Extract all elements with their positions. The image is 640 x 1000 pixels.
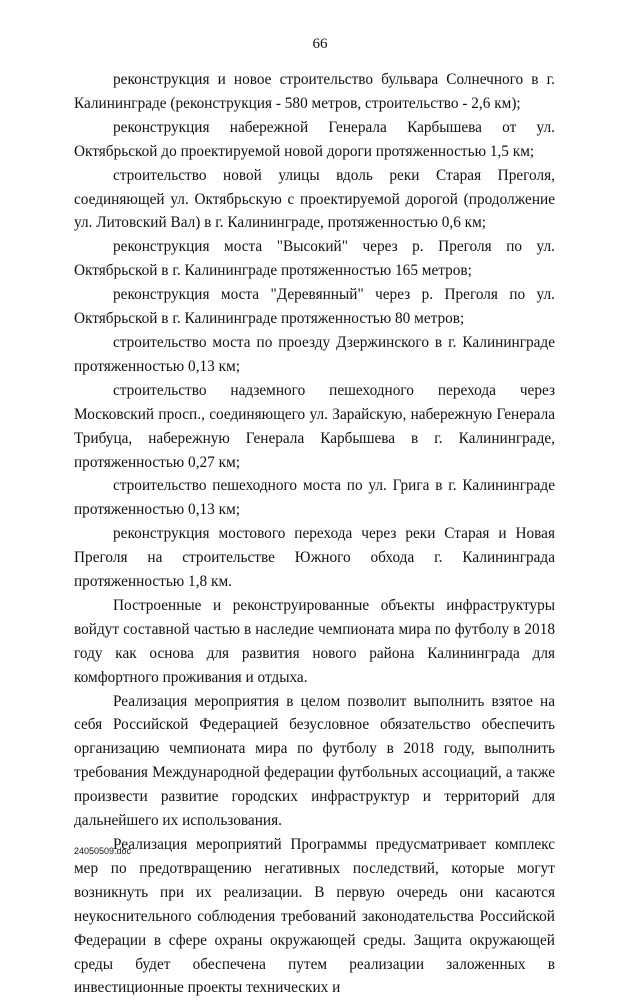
document-body: [74, 68, 555, 1000]
paragraph: Реализация мероприятий Программы предусматривает комплекс мер по предотвращению негативных последствий, которые могут возникнуть при их реализации. В первую очередь они касаются неукоснительного соблюдения требований законодательства Российской Федерации в сфере охраны окружающей среды. Защита окружающей среды будет обеспечена путем реализации заложенных в инвестиционные проекты технических и: [74, 836, 555, 997]
paragraph: реконструкция и новое строительство бульвара Солнечного в г. Калининграде (реконструкция - 580 метров, строительство - 2,6 км);: [74, 71, 555, 112]
paragraph: реконструкция моста "Высокий" через р. Преголя по ул. Октябрьской в г. Калининграде протяженностью 165 метров;: [74, 238, 555, 280]
paragraph: строительство моста по проезду Дзержинского в г. Калининграде протяженностью 0,13 км;: [74, 333, 555, 375]
paragraph: Построенные и реконструированные объекты инфраструктуры войдут составной частью в наследие чемпионата мира по футболу в 2018 году как основа для развития нового района Калининграда для комфортного проживания и отдыха.: [74, 596, 555, 686]
paragraph: строительство надземного пешеходного перехода через Московский просп., соединяющего ул. Зарайскую, набережную Генерала Трибуца, набережную Генерала Карбышева в г. Калининграде, протяженностью 0,27 км;: [74, 381, 555, 471]
paragraph: реконструкция мостового перехода через реки Старая и Новая Преголя на строительстве Южного обхода г. Калининграда протяженностью 1,8 км.: [74, 525, 555, 591]
page-number: 66: [312, 36, 328, 52]
footer-file-code: 24050509.doc: [74, 846, 132, 856]
paragraph: строительство новой улицы вдоль реки Старая Преголя, соединяющей ул. Октябрьскую с проектируемой дорогой (продолжение ул. Литовский Вал) в г. Калининграде, протяженностью 0,6 км;: [74, 166, 555, 232]
paragraph: строительство пешеходного моста по ул. Грига в г. Калининграде протяженностью 0,13 км;: [74, 477, 555, 519]
paragraph: Реализация мероприятия в целом позволит выполнить взятое на себя Российской Федерацией безусловное обязательство обеспечить организацию чемпионата мира по футболу в 2018 году, выполнить требования Международной федерации футбольных ассоциаций, а также произвести развитие городских инфраструктур и территорий для дальнейшего их использования.: [74, 692, 555, 830]
paragraph: реконструкция моста "Деревянный" через р. Преголя по ул. Октябрьской в г. Калининграде протяженностью 80 метров;: [74, 286, 555, 328]
paragraph: реконструкция набережной Генерала Карбышева от ул. Октябрьской до проектируемой новой дороги протяженностью 1,5 км;: [74, 118, 555, 160]
